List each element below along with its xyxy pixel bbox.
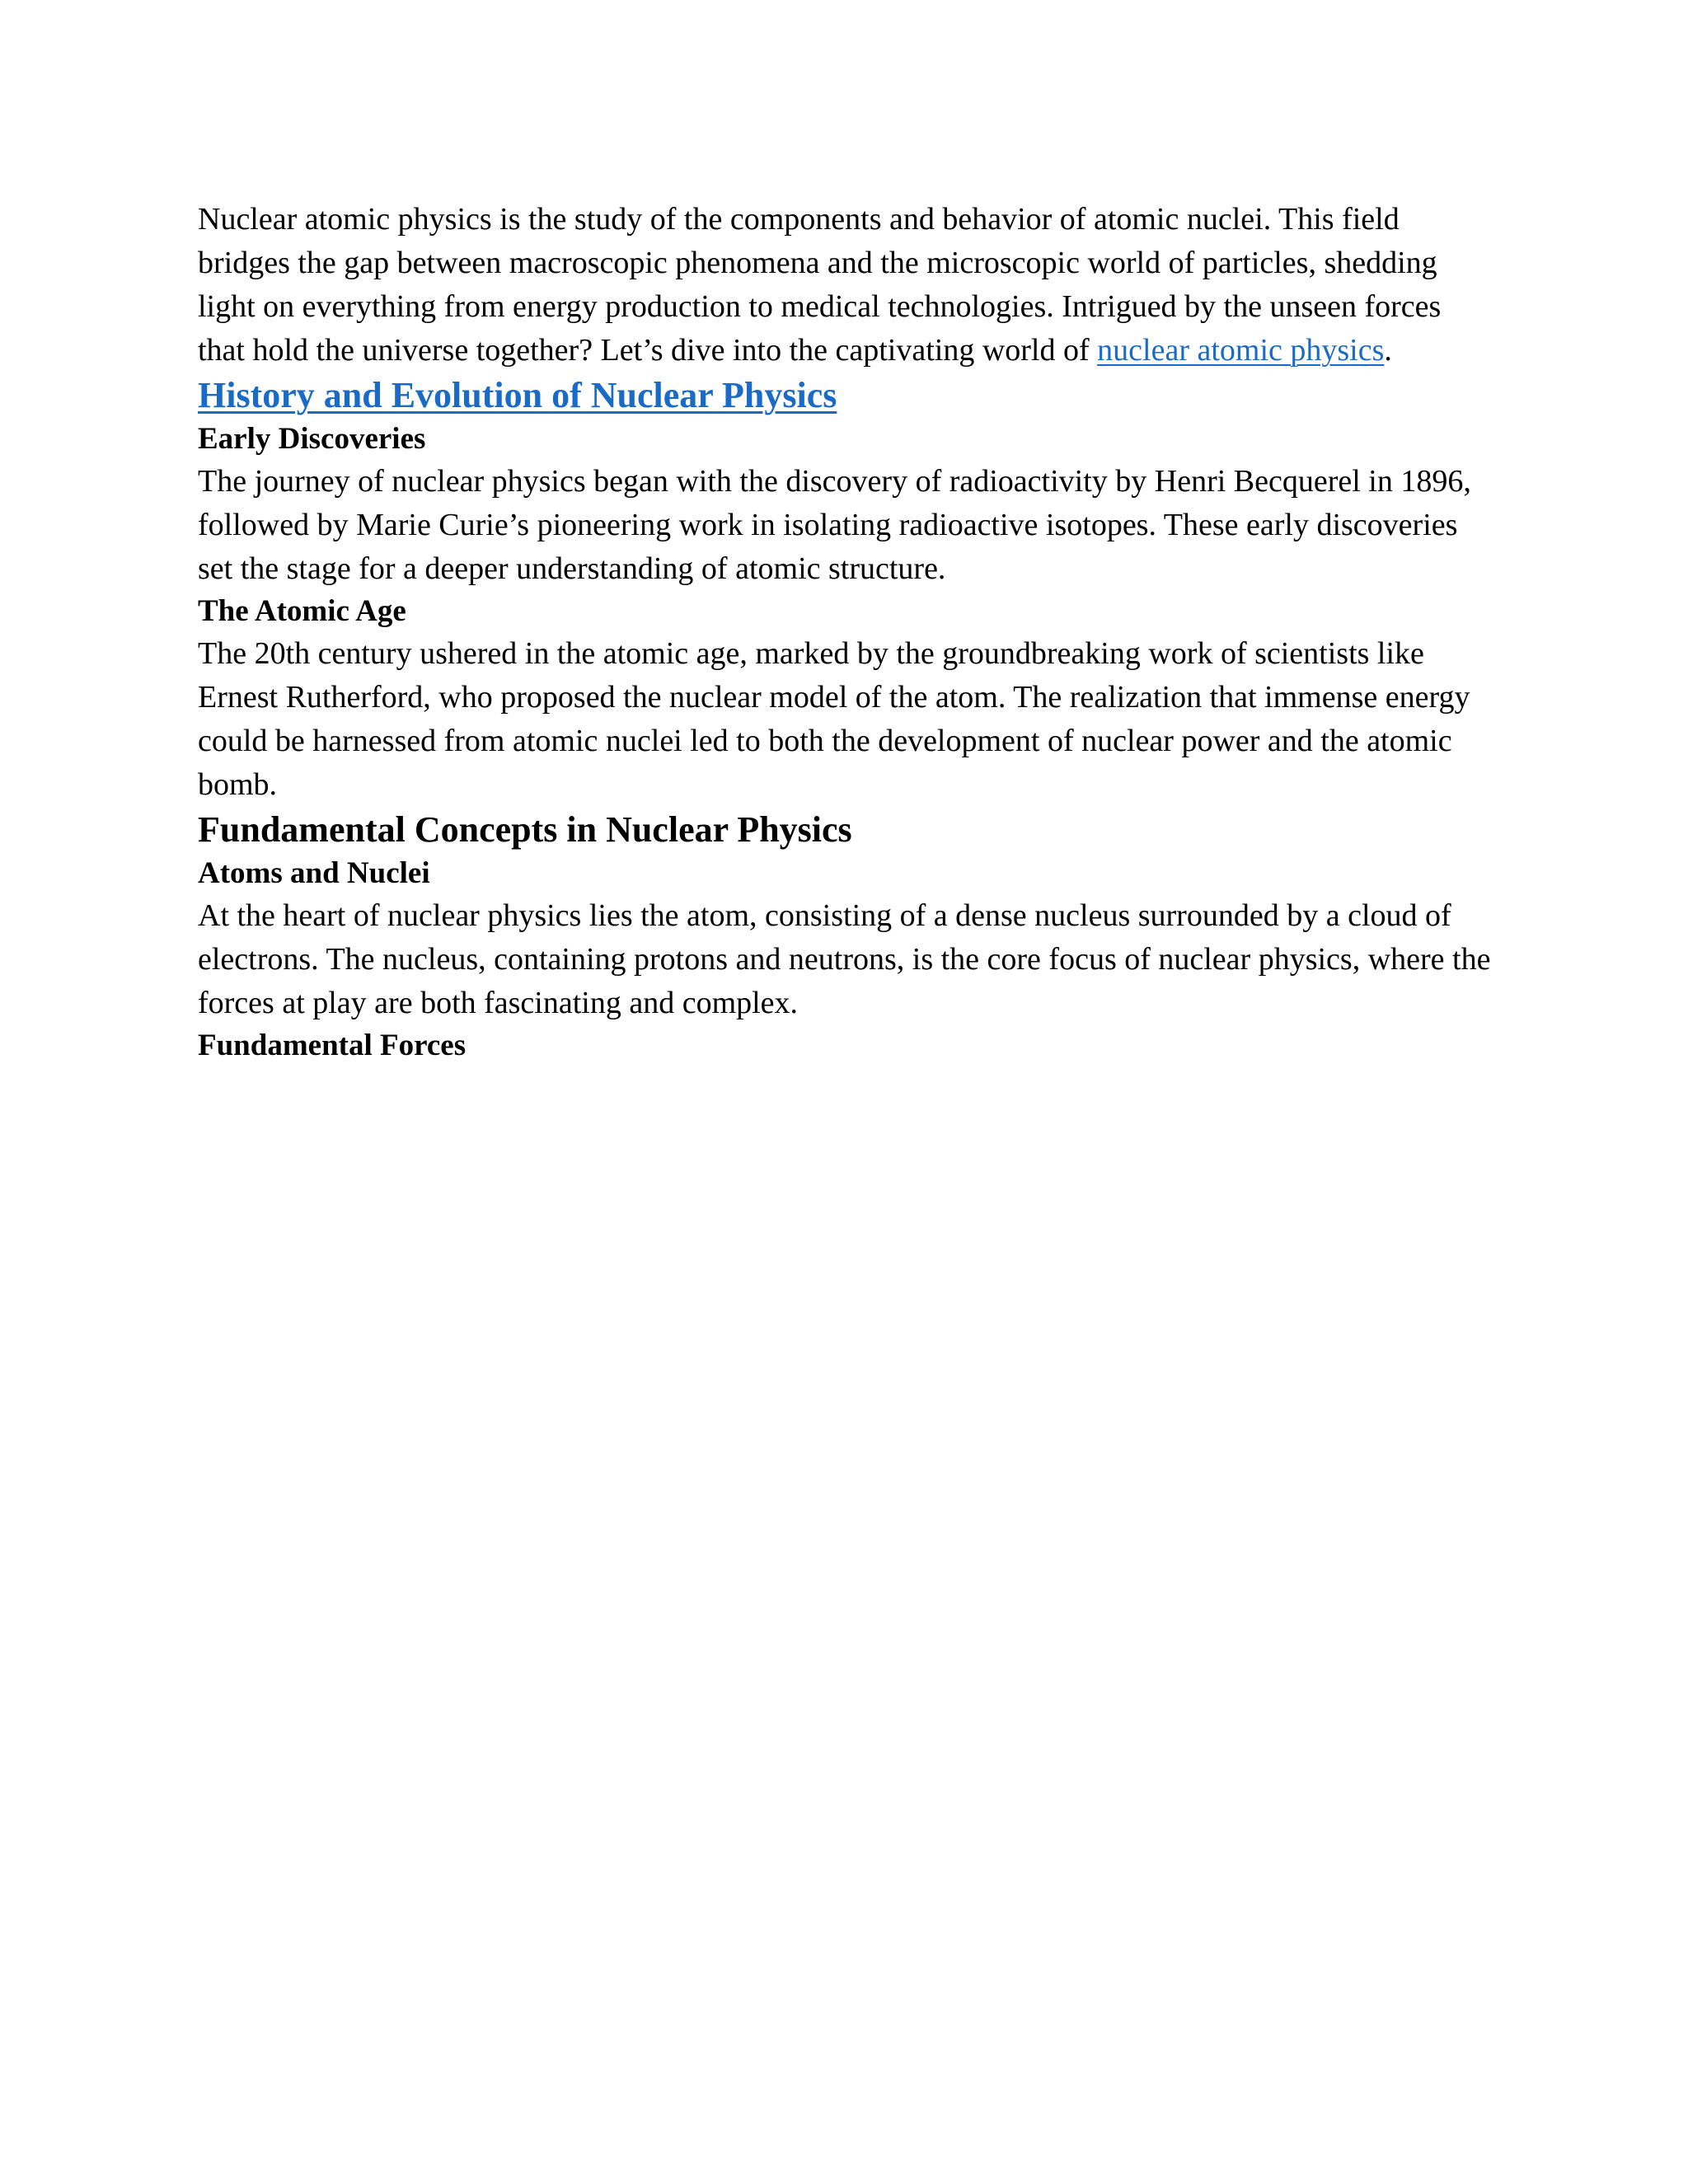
- fundamental-concepts-heading: Fundamental Concepts in Nuclear Physics: [198, 809, 852, 850]
- history-heading-link[interactable]: History and Evolution of Nuclear Physics: [198, 375, 837, 415]
- intro-text: Nuclear atomic physics is the study of the components and behavior of atomic nuclei. This field bridges the gap between macroscopic phenomena and the microscopic world of particles, shedding light on everything from energy production to medical technologies. Intrigued by the unseen forces that hold the universe together? Let’s dive into the captivating world of: [198, 202, 1442, 368]
- atomic-age-heading: The Atomic Age: [198, 594, 406, 628]
- intro-paragraph: [198, 198, 1492, 373]
- nuclear-atomic-physics-link[interactable]: nuclear atomic physics: [1097, 333, 1385, 368]
- history-section-heading: [198, 373, 1492, 419]
- fundamental-forces-heading: Fundamental Forces: [198, 1029, 467, 1062]
- intro-trailing-period: .: [1384, 333, 1392, 368]
- atoms-and-nuclei-heading: Atoms and Nuclei: [198, 856, 430, 890]
- early-discoveries-heading: Early Discoveries: [198, 422, 426, 456]
- atomic-age-paragraph: The 20th century ushered in the atomic age, marked by the groundbreaking work of scientists like Ernest Rutherford, who proposed the nuclear model of the atom. The realization that immense energy could be harnessed from atomic nuclei led to both the development of nuclear power and the atomic bomb.: [198, 636, 1470, 802]
- document-body: [198, 198, 1492, 1066]
- early-discoveries-paragraph: The journey of nuclear physics began with the discovery of radioactivity by Henri Becquerel in 1896, followed by Marie Curie’s pioneering work in isolating radioactive isotopes. These early discoveries set the stage for a deeper understanding of atomic structure.: [198, 464, 1471, 586]
- atoms-and-nuclei-paragraph: At the heart of nuclear physics lies the atom, consisting of a dense nucleus surrounded by a cloud of electrons. The nucleus, containing protons and neutrons, is the core focus of nuclear physics, where the forces at play are both fascinating and complex.: [198, 898, 1491, 1020]
